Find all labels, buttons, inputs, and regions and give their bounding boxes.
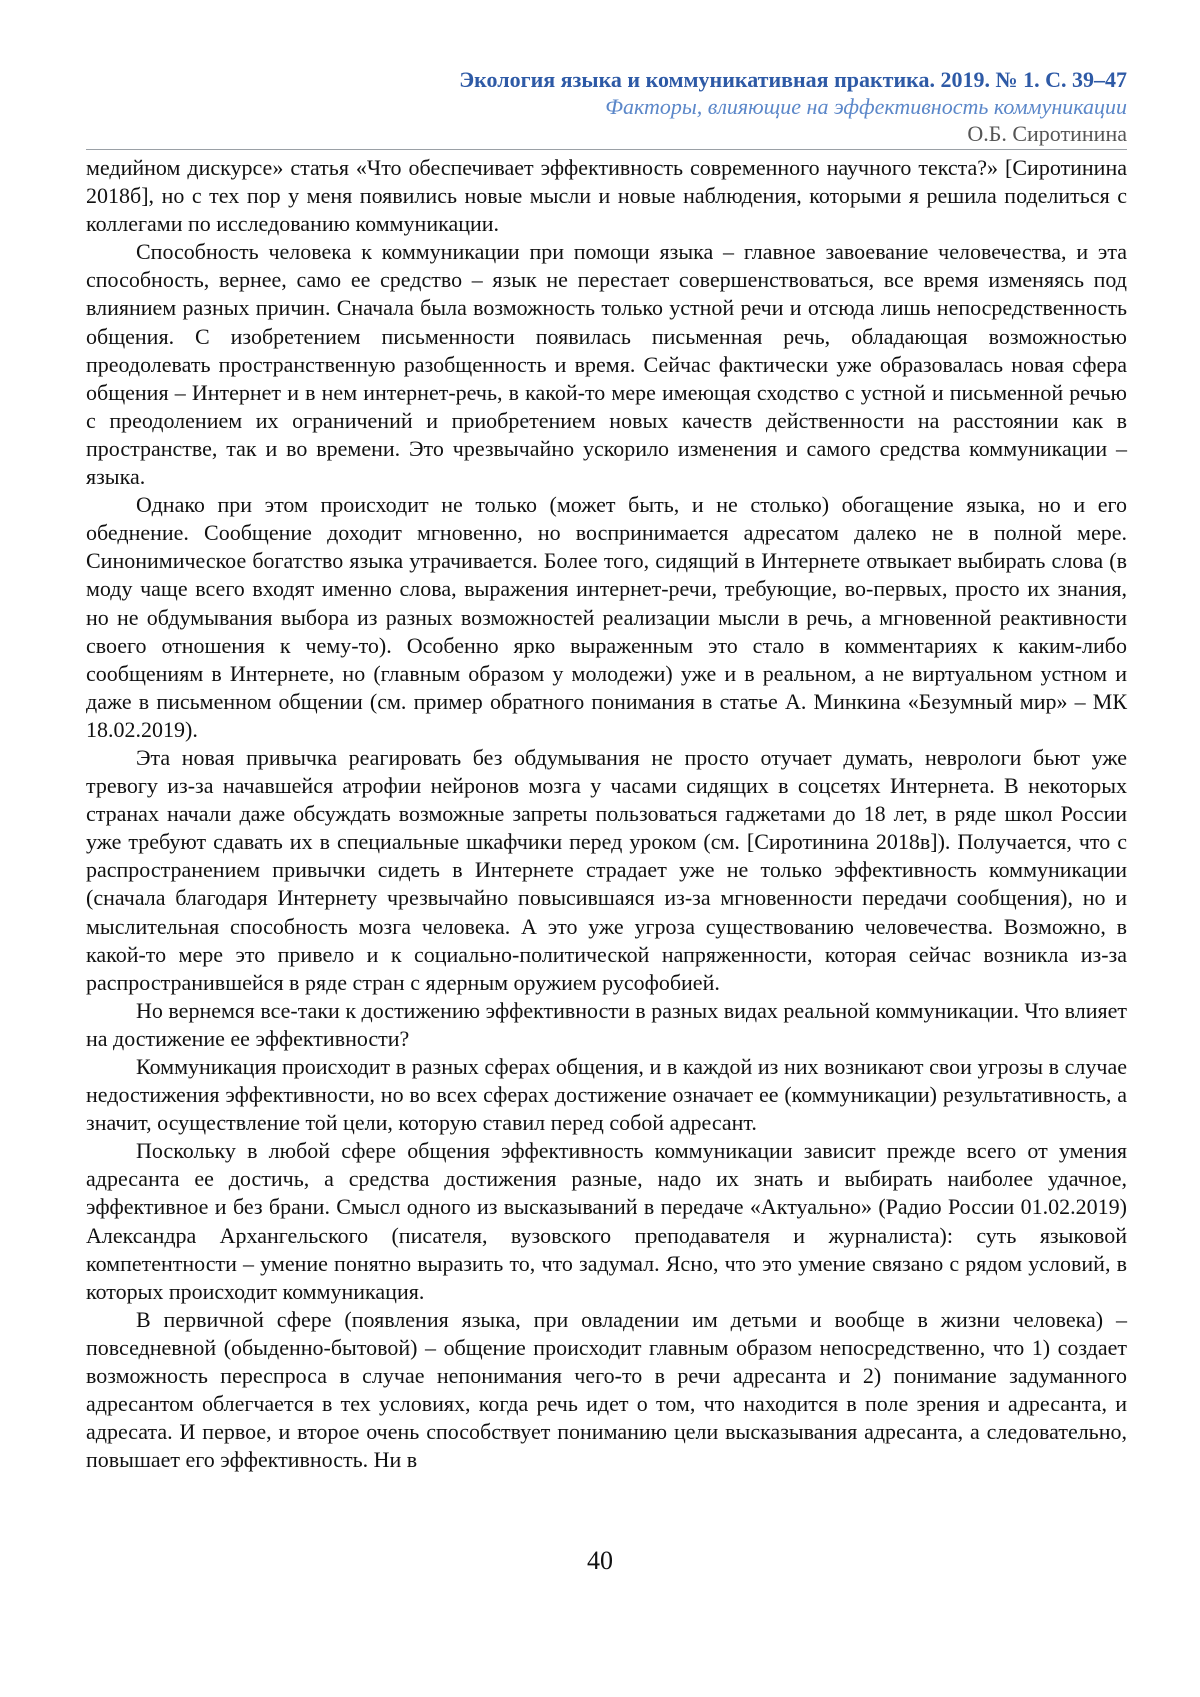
paragraph-5: Но вернемся все-таки к достижению эффективности в разных видах реальной коммуникации. Что влияет на достижение ее эффективности? [86,997,1127,1051]
article-title: Факторы, влияющие на эффективность коммуникации [605,94,1127,119]
paragraph-2: Способность человека к коммуникации при помощи языка – главное завоевание человечества, и эта способность, вернее, само ее средство – язык не перестает совершенствоваться, все время изменяясь под влиянием разных причин. Сначала была возможность только устной речи и отсюда лишь непосредственность общения. С изобретением письменности появилась письменная речь, обладающая возможностью преодолевать пространственную разобщенность и время. Сейчас фактически уже образовалась новая сфера общения – Интернет и в нем интернет-речь, в какой-то мере имеющая сходство с устной и письменной речью с преодолением их ограничений и приобретением новых качеств действенности на расстоянии как в пространстве, так и во времени. Это чрезвычайно ускорило изменения и самого средства коммуникации – языка. [86,239,1127,490]
paragraph-1: медийном дискурсе» статья «Что обеспечивает эффективность современного научного текста?» [Сиротинина 2018б], но с тех пор у меня появились новые мысли и новые наблюдения, которыми я решила поделиться с коллегами по исследованию коммуникации. [86,155,1127,237]
header-divider [86,149,1127,150]
page-number: 40 [587,1546,613,1575]
running-header [86,66,1127,147]
author-name: О.Б. Сиротинина [967,121,1127,146]
paragraph-7: Поскольку в любой сфере общения эффективность коммуникации зависит прежде всего от умения адресанта ее достичь, а средства достижения разные, надо их знать и выбирать наиболее удачное, эффективное и без брани. Смысл одного из высказываний в передаче «Актуально» (Радио России 01.02.2019) Александра Архангельского (писателя, вузовского преподавателя и журналиста): суть языковой компетентности – умение понятно выразить то, что задумал. Ясно, что это умение связано с рядом условий, в которых происходит коммуникация. [86,1138,1127,1304]
journal-citation: Экология языка и коммуникативная практика. 2019. № 1. С. 39–47 [459,67,1127,92]
paragraph-3: Однако при этом происходит не только (может быть, и не столько) обогащение языка, но и его обеднение. Сообщение доходит мгновенно, но воспринимается адресатом далеко не в полной мере. Синонимическое богатство языка утрачивается. Более того, сидящий в Интернете отвыкает выбирать слова (в моду чаще всего входят именно слова, выражения интернет-речи, требующие, во-первых, просто их знания, но не обдумывания выбора из разных возможностей реализации мысли в речь, а мгновенной реактивности своего отношения к чему-то). Особенно ярко выраженным это стало в комментариях к каким-либо сообщениям в Интернете, но (главным образом у молодежи) уже и в реальном, а не виртуальном устном и даже в письменном общении (см. пример обратного понимания в статье А. Минкина «Безумный мир» – МК 18.02.2019). [86,492,1127,742]
article-body [86,154,1127,1474]
paragraph-6: Коммуникация происходит в разных сферах общения, и в каждой из них возникают свои угрозы в случае недостижения эффективности, но во всех сферах достижение означает ее (коммуникации) результативность, а значит, осуществление той цели, которую ставил перед собой адресант. [86,1054,1127,1136]
paragraph-4: Эта новая привычка реагировать без обдумывания не просто отучает думать, неврологи бьют уже тревогу из-за начавшейся атрофии нейронов мозга у часами сидящих в соцсетях Интернета. В некоторых странах начали даже обсуждать возможные запреты пользоваться гаджетами до 18 лет, в ряде школ России уже требуют сдавать их в специальные шкафчики перед уроком (см. [Сиротинина 2018в]). Получается, что с распространением привычки сидеть в Интернете страдает уже не только эффективность коммуникации (сначала благодаря Интернету чрезвычайно повысившаяся из-за мгновенности передачи сообщения), но и мыслительная способность мозга человека. А это уже угроза существованию человечества. Возможно, в какой-то мере это привело и к социально-политической напряженности, которая сейчас возникла из-за распространившейся в ряде стран с ядерным оружием русофобией. [86,744,1127,995]
paragraph-8: В первичной сфере (появления языка, при овладении им детьми и вообще в жизни человека) – повседневной (обыденно-бытовой) – общение происходит главным образом непосредственно, что 1) создает возможность переспроса в случае непонимания чего-то в речи адресанта и 2) понимание задуманного адресантом облегчается в тех условиях, когда речь идет о том, что находится в поле зрения и адресанта, и адресата. И первое, и второе очень способствует пониманию цели высказывания адресанта, а следовательно, повышает его эффективность. Ни в [86,1306,1127,1473]
